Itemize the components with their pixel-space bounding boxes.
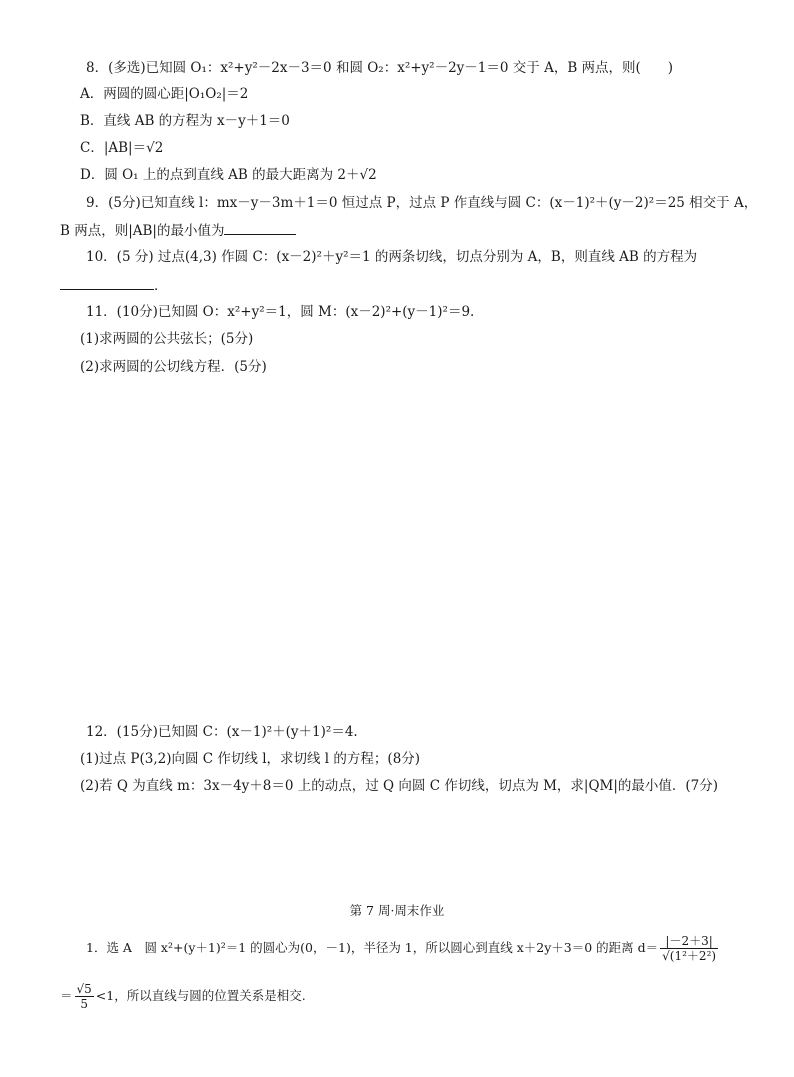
q9-answer-blank [224, 221, 296, 235]
q9-line-1: 9．(5分)已知直线 l：mx－y－3m＋1＝0 恒过点 P，过点 P 作直线与圆 C：(x－1)²＋(y－2)²＝25 相交于 A， [86, 195, 758, 211]
distance-fraction-denominator: √(1²＋2²) [662, 949, 717, 963]
q10-line-1: 10．(5 分) 过点(4,3) 作圆 C：(x－2)²＋y²＝1 的两条切线，切点分别为 A，B，则直线 AB 的方程为 [86, 249, 698, 265]
answer-1-line-1 [86, 934, 720, 963]
q8-option-d: D．圆 O₁ 上的点到直线 AB 的最大距离为 2＋√2 [80, 167, 377, 183]
q8-option-a: A．两圆的圆心距|O₁O₂|＝2 [80, 86, 249, 102]
q11-part-1: (1)求两圆的公共弦长；(5分) [80, 331, 254, 347]
q12-stem: 12．(15分)已知圆 C：(x－1)²＋(y＋1)²＝4. [86, 724, 358, 740]
q9-line-2 [60, 221, 296, 240]
q10-answer-blank [60, 276, 154, 290]
q8-option-c: C．|AB|＝√2 [80, 140, 164, 156]
q9-line-2-text: B 两点，则|AB|的最小值为 [60, 223, 225, 239]
q12-part-1: (1)过点 P(3,2)向圆 C 作切线 l，求切线 l 的方程；(8分) [80, 751, 421, 767]
result-fraction [75, 982, 94, 1011]
answer-1-conclusion: <1，所以直线与圆的位置关系是相交. [95, 988, 306, 1003]
answer-1-text: 1．选 A 圆 x²+(y＋1)²＝1 的圆心为(0，－1)，半径为 1，所以圆心到直线 x＋2y＋3＝0 的距离 d＝ [86, 940, 659, 955]
distance-fraction-numerator: |－2＋3| [660, 934, 718, 949]
q11-part-2: (2)求两圆的公切线方程．(5分) [80, 359, 267, 375]
distance-fraction [660, 934, 718, 963]
q10-line-2 [60, 276, 168, 295]
q8-stem: 8．(多选)已知圆 O₁：x²+y²－2x－3＝0 和圆 O₂：x²+y²－2y－1＝0 交于 A，B 两点，则( ) [86, 60, 674, 76]
q12-part-2: (2)若 Q 为直线 m：3x－4y＋8＝0 上的动点，过 Q 向圆 C 作切线，切点为 M，求|QM|的最小值．(7分) [80, 778, 719, 794]
answer-section-title: 第 7 周·周末作业 [349, 903, 445, 918]
result-fraction-numerator: √5 [76, 982, 92, 996]
result-fraction-denominator: 5 [80, 997, 88, 1011]
q8-option-b: B．直线 AB 的方程为 x－y＋1＝0 [80, 113, 290, 129]
answer-1-line-2 [60, 982, 306, 1011]
answer-1-equals: ＝ [60, 988, 73, 1003]
q11-stem: 11．(10分)已知圆 O：x²+y²＝1，圆 M：(x－2)²+(y－1)²＝9. [86, 304, 475, 320]
q10-line-2-end: ． [154, 278, 168, 294]
